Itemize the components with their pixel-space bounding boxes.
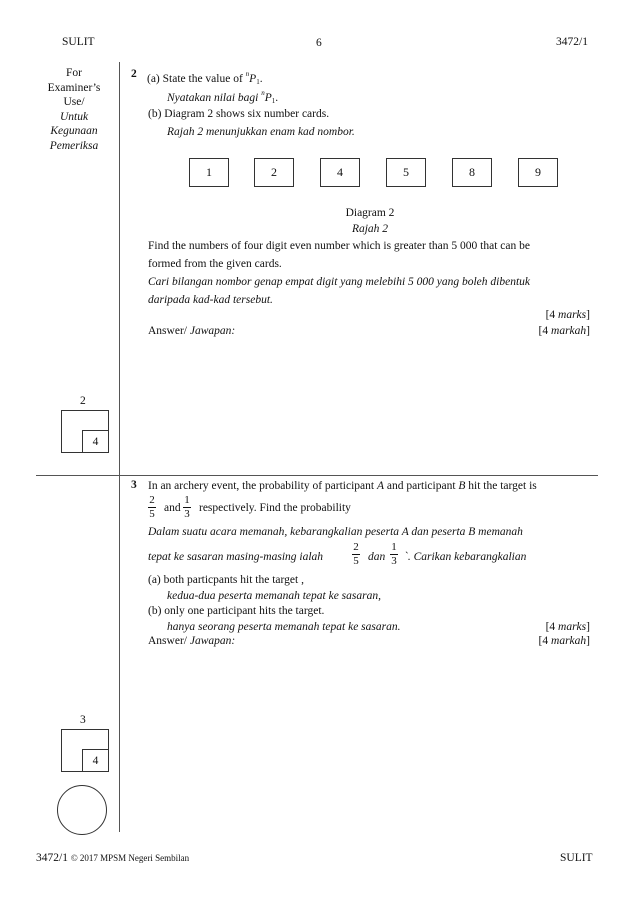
margin-line: Use/: [63, 96, 85, 108]
q2-markah: [539, 325, 590, 337]
answer-text: Answer/: [148, 325, 190, 337]
q3-intro-text: and participant: [383, 480, 459, 492]
marks-close: ]: [586, 621, 590, 633]
paper-code: 3472/1: [556, 36, 588, 48]
q2-find-line1: Find the numbers of four digit even number which is greater than 5 000 that can be: [148, 240, 530, 252]
fraction-two-fifths: [148, 495, 156, 520]
q3-part-a: (a) both particpants hit the target ,: [148, 574, 304, 586]
q3-intro-line1: [148, 480, 537, 492]
denominator: 5: [353, 555, 359, 567]
footer-code: 3472/1: [36, 852, 71, 864]
q3-part-b: (b) only one participant hits the target.: [148, 605, 325, 617]
q3-number: 3: [131, 479, 137, 491]
numerator: 1: [391, 541, 397, 553]
q3-ms-line2-end: `. Carikan kebarangkalian: [404, 551, 527, 563]
q2-part-a-ms-text: Nyatakan nilai bagi: [167, 92, 262, 104]
diagram-label-ms: Rajah 2: [351, 223, 389, 235]
q3-ms-line2-start: tepat ke sasaran masing-masing ialah: [148, 551, 324, 563]
q2-part-b: (b) Diagram 2 shows six number cards.: [148, 108, 330, 120]
answer-ms-text: Jawapan:: [189, 635, 236, 647]
margin-line: Kegunaan: [50, 125, 98, 137]
participant-a: A: [376, 480, 384, 492]
answer-ms-text: Jawapan:: [189, 325, 236, 337]
numerator: 2: [149, 494, 155, 506]
examiner-circle: [57, 785, 107, 835]
q3-score-label: 3: [80, 714, 86, 726]
q2-number: 2: [131, 68, 137, 80]
number-card: 5: [386, 158, 426, 187]
page-number: 6: [316, 37, 322, 49]
marks-close: ]: [586, 309, 590, 321]
participant-b: B: [458, 480, 466, 492]
number-card: 9: [518, 158, 558, 187]
number-card: 2: [254, 158, 294, 187]
q3-marks: [546, 621, 590, 633]
header-sulit: SULIT: [62, 36, 95, 48]
marks-open: [4: [545, 309, 559, 321]
and-word: and: [164, 502, 181, 514]
q3-intro-line2: respectively. Find the probability: [199, 502, 351, 514]
numerator: 2: [353, 541, 359, 553]
answer-text: Answer/: [148, 635, 190, 647]
margin-line: Pemeriksa: [49, 139, 99, 152]
margin-divider: [119, 62, 120, 832]
number-card: 4: [320, 158, 360, 187]
marks-word: marks: [558, 621, 587, 633]
fraction-one-third: [183, 495, 191, 520]
q2-marks: [546, 309, 590, 321]
q2-answer-label: [148, 325, 235, 337]
markah-close: ]: [586, 325, 590, 337]
perm-sub: 1: [256, 78, 260, 86]
q2-find-line2: formed from the given cards.: [148, 258, 282, 270]
denominator: 3: [184, 508, 190, 520]
fraction-two-fifths: [352, 542, 360, 567]
markah-word: markah: [551, 635, 587, 647]
denominator: 5: [149, 508, 155, 520]
perm-end: .: [275, 92, 279, 104]
markah-open: [4: [538, 635, 552, 647]
perm-sub: 1: [271, 97, 276, 105]
q2-part-a-text: (a) State the value of: [147, 73, 246, 85]
q2-part-a: [147, 70, 263, 86]
number-card: 8: [452, 158, 492, 187]
q2-part-a-ms: [167, 89, 278, 105]
q2-find-ms-line1: Cari bilangan nombor genap empat digit yang melebihi 5 000 yang boleh dibentuk: [148, 276, 531, 288]
q3-intro-text: hit the target is: [465, 480, 537, 492]
q2-find-ms-line2: daripada kad-kad tersebut.: [148, 294, 273, 306]
question-divider: [36, 475, 598, 476]
footer-left: [36, 852, 189, 864]
marks-word: marks: [558, 309, 587, 321]
margin-line: Examiner’s: [47, 81, 101, 94]
perm-n: n: [245, 70, 250, 78]
marks-open: [4: [545, 621, 559, 633]
markah-open: [4: [538, 325, 552, 337]
perm-p: P: [264, 92, 272, 104]
q2-part-b-ms: Rajah 2 menunjukkan enam kad nombor.: [167, 126, 355, 138]
denominator: 3: [391, 555, 397, 567]
footer-copyright: © 2017 MPSM Negeri Sembilan: [70, 853, 190, 863]
margin-line: Untuk: [59, 110, 89, 123]
footer-sulit: SULIT: [560, 852, 593, 864]
dan-word: dan: [368, 551, 386, 563]
q3-max-marks-box: 4: [82, 749, 109, 772]
q3-part-b-ms: hanya seorang peserta memanah tepat ke sasaran.: [167, 621, 401, 633]
q3-answer-label: [148, 635, 235, 647]
diagram-label: Diagram 2: [345, 207, 395, 219]
markah-word: markah: [551, 325, 587, 337]
q2-score-label: 2: [80, 395, 86, 407]
fraction-one-third: [390, 542, 398, 567]
q3-intro-text: In an archery event, the probability of participant: [148, 480, 377, 492]
examiner-margin-label: [36, 66, 112, 153]
q3-part-a-ms: kedua-dua peserta memanah tepat ke sasaran,: [167, 590, 381, 602]
perm-n: n: [261, 89, 265, 97]
perm-p: P: [249, 73, 257, 85]
markah-close: ]: [586, 635, 590, 647]
perm-end: .: [259, 73, 263, 85]
q3-ms-line1: Dalam suatu acara memanah, kebarangkalian peserta A dan peserta B memanah: [148, 526, 523, 538]
q2-max-marks-box: 4: [82, 430, 109, 453]
numerator: 1: [184, 494, 190, 506]
q3-markah: [539, 635, 590, 647]
margin-line: For: [66, 67, 82, 79]
number-card: 1: [189, 158, 229, 187]
